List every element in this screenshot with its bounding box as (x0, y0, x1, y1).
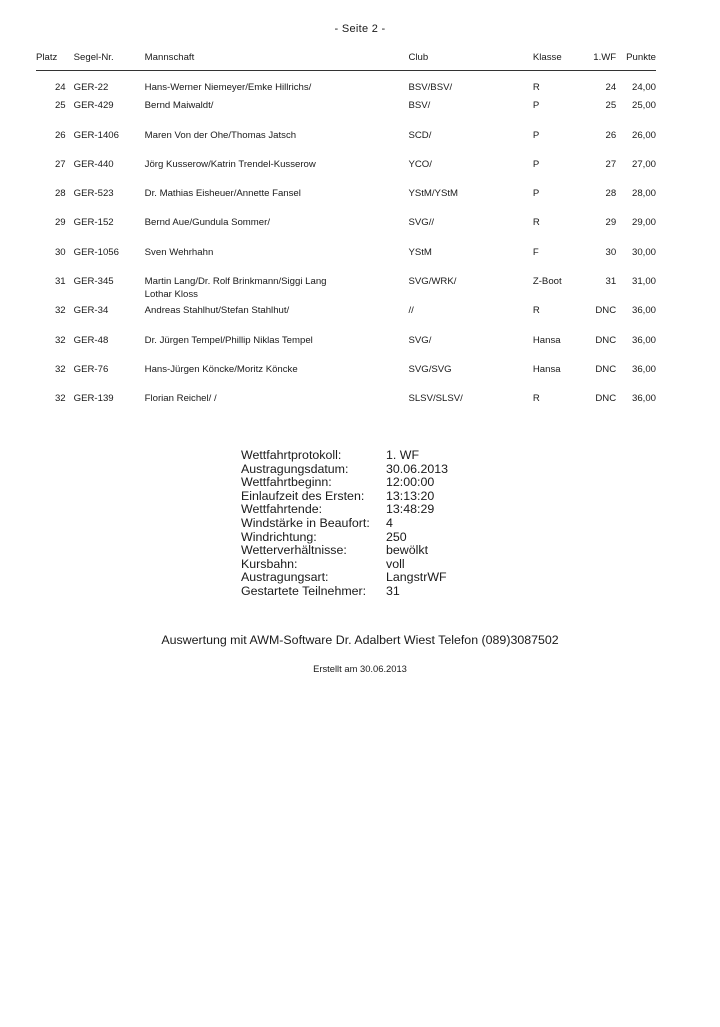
cell-club (408, 393, 532, 422)
cell-segel-nr-text: GER-139 (73, 393, 114, 405)
table-row (36, 217, 656, 246)
cell-mannschaft (145, 71, 409, 101)
cell-punkte (616, 159, 656, 188)
cell-punkte-text: 24,00 (631, 82, 656, 93)
cell-1wf-text: 25 (605, 100, 617, 112)
table-row (36, 159, 656, 188)
cell-punkte-text: 36,00 (631, 334, 656, 346)
cell-klasse-text: Z-Boot (532, 276, 562, 288)
cell-segel-nr-text: GER-429 (73, 100, 114, 112)
cell-mannschaft-second-line: Lothar Kloss (144, 289, 198, 301)
protocol-row (241, 476, 448, 490)
cell-klasse-text: F (532, 246, 539, 258)
cell-punkte-text: 36,00 (631, 363, 656, 375)
cell-1wf (584, 276, 616, 305)
cell-mannschaft (145, 305, 409, 334)
cell-club-text: SVG/ (408, 334, 432, 346)
cell-punkte (616, 364, 656, 393)
cell-1wf-text: 27 (605, 158, 617, 170)
cell-platz-text: 30 (54, 246, 66, 258)
protocol-label: Wettfahrtbeginn: (241, 475, 332, 490)
protocol-value: 31 (386, 583, 400, 598)
cell-1wf (584, 247, 616, 276)
table-row (36, 335, 656, 364)
cell-mannschaft-text: Hans-Jürgen Köncke/Moritz Köncke (144, 363, 298, 375)
cell-club (408, 217, 532, 246)
cell-punkte (616, 305, 656, 334)
cell-1wf (584, 217, 616, 246)
cell-punkte-text: 29,00 (631, 217, 656, 229)
cell-punkte (616, 247, 656, 276)
protocol-value: LangstrWF (386, 570, 447, 585)
table-row (36, 188, 656, 217)
cell-klasse (533, 335, 584, 364)
cell-mannschaft-text: Andreas Stahlhut/Stefan Stahlhut/ (144, 305, 290, 317)
cell-punkte (616, 335, 656, 364)
cell-1wf (584, 159, 616, 188)
cell-1wf (584, 100, 616, 129)
table-row (36, 305, 656, 334)
cell-platz (36, 217, 74, 246)
protocol-value: 250 (386, 529, 407, 544)
cell-club (408, 159, 532, 188)
cell-1wf-text: DNC (595, 305, 617, 317)
protocol-label: Austragungsdatum: (241, 461, 349, 476)
cell-club-text: SVG// (408, 217, 435, 229)
protocol-label: Wetterverhältnisse: (241, 543, 347, 558)
cell-1wf-text: 28 (605, 188, 617, 200)
cell-segel-nr-text: GER-523 (73, 188, 114, 200)
page-number-label: - Seite 2 - (334, 23, 386, 35)
protocol-label: Wettfahrtprotokoll: (241, 448, 342, 462)
cell-klasse-text: Hansa (532, 334, 561, 346)
cell-punkte (616, 393, 656, 422)
cell-mannschaft (145, 100, 409, 129)
cell-platz (36, 305, 74, 334)
cell-1wf (584, 130, 616, 159)
protocol-label: Wettfahrtende: (241, 502, 323, 517)
cell-1wf-text: DNC (595, 363, 617, 375)
cell-klasse (533, 217, 584, 246)
table-header-row (36, 52, 656, 71)
cell-platz (36, 159, 74, 188)
cell-klasse-text: R (532, 217, 540, 229)
protocol-label: Einlaufzeit des Ersten: (241, 488, 365, 503)
cell-klasse (533, 130, 584, 159)
protocol-value: bewölkt (386, 543, 429, 558)
cell-platz-text: 32 (54, 393, 66, 405)
cell-1wf-text: 29 (605, 217, 617, 229)
cell-klasse-text: P (532, 188, 540, 200)
cell-segel-nr (74, 188, 145, 217)
cell-platz-text: 26 (54, 129, 66, 141)
protocol-row (241, 517, 448, 531)
cell-1wf (584, 305, 616, 334)
cell-klasse-text: R (532, 305, 540, 317)
protocol-row (241, 558, 448, 572)
cell-mannschaft (145, 393, 409, 422)
cell-club-text: BSV/ (408, 100, 431, 112)
protocol-row (241, 571, 448, 585)
protocol-value: 30.06.2013 (386, 461, 449, 476)
col-header-segel-nr: Segel-Nr. (73, 52, 114, 63)
cell-1wf (584, 188, 616, 217)
protocol-row (241, 449, 448, 463)
protocol-row (241, 585, 448, 599)
cell-platz-text: 24 (54, 82, 66, 93)
cell-platz (36, 276, 74, 305)
cell-mannschaft-text: Dr. Mathias Eisheuer/Annette Fansel (144, 188, 301, 200)
cell-punkte (616, 217, 656, 246)
cell-mannschaft (145, 188, 409, 217)
table-row (36, 100, 656, 129)
cell-platz (36, 130, 74, 159)
col-header-klasse: Klasse (532, 52, 562, 63)
cell-club-text: YCO/ (408, 158, 432, 170)
cell-1wf (584, 364, 616, 393)
cell-punkte (616, 71, 656, 101)
cell-1wf-text: DNC (595, 334, 617, 346)
cell-klasse (533, 188, 584, 217)
protocol-label: Windrichtung: (241, 529, 317, 544)
software-credit: Auswertung mit AWM-Software Dr. Adalbert Wiest Telefon (089)3087502 (161, 633, 559, 647)
cell-klasse (533, 305, 584, 334)
protocol-label: Kursbahn: (241, 556, 298, 571)
cell-segel-nr (74, 393, 145, 422)
cell-punkte-text: 25,00 (631, 100, 656, 112)
protocol-value: 1. WF (386, 448, 420, 462)
cell-klasse-text: R (532, 393, 540, 405)
cell-klasse-text: P (532, 100, 540, 112)
table-row (36, 247, 656, 276)
protocol-label: Windstärke in Beaufort: (241, 515, 370, 530)
cell-club-text: YStM (408, 246, 432, 258)
cell-segel-nr (74, 247, 145, 276)
cell-segel-nr (74, 159, 145, 188)
cell-1wf-text: 26 (605, 129, 617, 141)
cell-segel-nr (74, 100, 145, 129)
cell-1wf (584, 71, 616, 101)
protocol-value: 13:13:20 (386, 488, 435, 503)
col-header-1wf: 1.WF (593, 52, 617, 63)
cell-mannschaft-text: Martin Lang/Dr. Rolf Brinkmann/Siggi Lang (144, 276, 327, 288)
cell-punkte-text: 27,00 (631, 158, 656, 170)
cell-segel-nr-text: GER-34 (73, 305, 109, 317)
cell-segel-nr (74, 71, 145, 101)
cell-1wf-text: 24 (605, 82, 617, 93)
col-header-platz: Platz (36, 52, 58, 63)
cell-mannschaft (145, 217, 409, 246)
cell-mannschaft-text: Bernd Maiwaldt/ (144, 100, 214, 112)
cell-segel-nr-text: GER-345 (73, 276, 114, 288)
cell-mannschaft (145, 247, 409, 276)
cell-klasse-text: P (532, 158, 540, 170)
cell-klasse-text: R (532, 82, 540, 93)
table-row (36, 364, 656, 393)
cell-punkte (616, 100, 656, 129)
cell-club (408, 100, 532, 129)
cell-klasse (533, 247, 584, 276)
table-row (36, 393, 656, 422)
cell-club (408, 130, 532, 159)
cell-segel-nr (74, 217, 145, 246)
results-table (36, 52, 656, 423)
cell-punkte-text: 30,00 (631, 246, 656, 258)
cell-mannschaft-text: Hans-Werner Niemeyer/Emke Hillrichs/ (144, 82, 312, 93)
cell-1wf-text: 30 (605, 246, 617, 258)
protocol-label: Austragungsart: (241, 570, 329, 585)
cell-mannschaft (145, 335, 409, 364)
protocol-row (241, 544, 448, 558)
cell-1wf-text: 31 (605, 276, 617, 288)
cell-platz (36, 247, 74, 276)
cell-club-text: BSV/BSV/ (408, 82, 453, 93)
cell-platz (36, 364, 74, 393)
cell-segel-nr-text: GER-76 (73, 363, 109, 375)
cell-punkte (616, 276, 656, 305)
cell-punkte (616, 188, 656, 217)
cell-punkte-text: 26,00 (631, 129, 656, 141)
cell-segel-nr-text: GER-1406 (73, 129, 119, 141)
cell-klasse (533, 100, 584, 129)
cell-platz-text: 25 (54, 100, 66, 112)
cell-platz (36, 100, 74, 129)
table-row (36, 130, 656, 159)
cell-platz-text: 32 (54, 363, 66, 375)
cell-klasse (533, 71, 584, 101)
cell-platz-text: 29 (54, 217, 66, 229)
cell-mannschaft-text: Dr. Jürgen Tempel/Phillip Niklas Tempel (144, 334, 313, 346)
cell-segel-nr (74, 276, 145, 305)
cell-segel-nr (74, 305, 145, 334)
cell-segel-nr-text: GER-22 (73, 82, 109, 93)
protocol-row (241, 463, 448, 477)
protocol-row (241, 531, 448, 545)
protocol-row (241, 490, 448, 504)
cell-punkte-text: 36,00 (631, 305, 656, 317)
table-row (36, 71, 656, 101)
protocol-value: 13:48:29 (386, 502, 435, 517)
col-header-punkte: Punkte (626, 52, 656, 63)
protocol-label: Gestartete Teilnehmer: (241, 583, 367, 598)
cell-mannschaft-text: Sven Wehrhahn (144, 246, 214, 258)
cell-club (408, 335, 532, 364)
cell-segel-nr (74, 364, 145, 393)
cell-club-text: SVG/WRK/ (408, 276, 457, 288)
protocol-value: 4 (386, 515, 393, 530)
cell-punkte-text: 36,00 (631, 393, 656, 405)
cell-club (408, 188, 532, 217)
race-protocol (241, 449, 448, 599)
cell-1wf-text: DNC (595, 393, 617, 405)
cell-punkte-text: 31,00 (631, 276, 656, 288)
cell-platz-text: 32 (54, 334, 66, 346)
cell-segel-nr-text: GER-440 (73, 158, 114, 170)
col-header-club: Club (408, 52, 429, 63)
cell-klasse-text: Hansa (532, 363, 561, 375)
cell-punkte (616, 130, 656, 159)
cell-platz-text: 32 (54, 305, 66, 317)
cell-club-text: YStM/YStM (408, 188, 459, 200)
cell-platz (36, 71, 74, 101)
cell-mannschaft (145, 364, 409, 393)
cell-club-text: SVG/SVG (408, 363, 452, 375)
cell-segel-nr (74, 130, 145, 159)
protocol-value: 12:00:00 (386, 475, 435, 490)
cell-club-text: SLSV/SLSV/ (408, 393, 463, 405)
cell-segel-nr-text: GER-48 (73, 334, 109, 346)
cell-club (408, 247, 532, 276)
cell-platz-text: 27 (54, 158, 66, 170)
cell-1wf (584, 335, 616, 364)
cell-klasse (533, 276, 584, 305)
cell-mannschaft (145, 130, 409, 159)
cell-klasse (533, 393, 584, 422)
table-row (36, 276, 656, 305)
cell-punkte-text: 28,00 (631, 188, 656, 200)
cell-mannschaft-text: Florian Reichel/ / (144, 393, 217, 405)
cell-platz (36, 335, 74, 364)
created-date: Erstellt am 30.06.2013 (313, 663, 407, 674)
cell-segel-nr (74, 335, 145, 364)
col-header-mannschaft: Mannschaft (144, 52, 195, 63)
cell-mannschaft-text: Bernd Aue/Gundula Sommer/ (144, 217, 270, 229)
cell-klasse-text: P (532, 129, 540, 141)
cell-club-text: // (408, 305, 414, 317)
cell-platz-text: 28 (54, 188, 66, 200)
cell-club (408, 364, 532, 393)
cell-segel-nr-text: GER-152 (73, 217, 114, 229)
cell-platz (36, 393, 74, 422)
cell-mannschaft (145, 159, 409, 188)
cell-segel-nr-text: GER-1056 (73, 246, 119, 258)
cell-mannschaft (145, 276, 409, 305)
cell-club (408, 305, 532, 334)
protocol-row (241, 503, 448, 517)
cell-klasse (533, 159, 584, 188)
cell-club (408, 71, 532, 101)
cell-club-text: SCD/ (408, 129, 432, 141)
protocol-value: voll (386, 556, 405, 571)
cell-platz (36, 188, 74, 217)
cell-platz-text: 31 (54, 276, 66, 288)
cell-mannschaft-text: Jörg Kusserow/Katrin Trendel-Kusserow (144, 158, 316, 170)
cell-club (408, 276, 532, 305)
cell-mannschaft-text: Maren Von der Ohe/Thomas Jatsch (144, 129, 297, 141)
cell-klasse (533, 364, 584, 393)
cell-1wf (584, 393, 616, 422)
